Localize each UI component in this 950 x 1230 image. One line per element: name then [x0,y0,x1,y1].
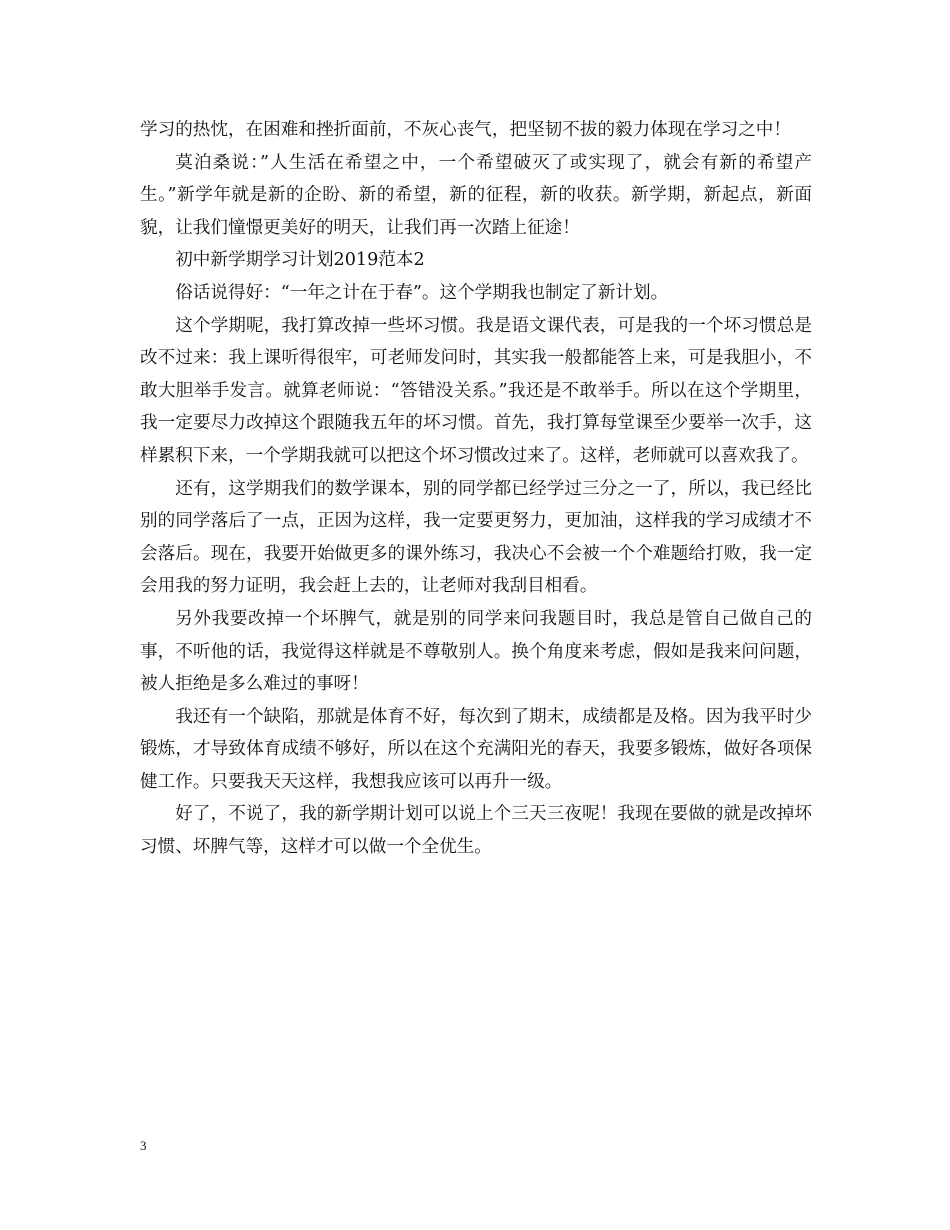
paragraph: 好了，不说了，我的新学期计划可以说上个三天三夜呢！我现在要做的就是改掉坏习惯、坏脾气等，这样才可以做一个全优生。 [140,804,812,858]
paragraph: 这个学期呢，我打算改掉一些坏习惯。我是语文课代表，可是我的一个坏习惯总是改不过来：我上课听得很牢，可老师发问时，其实我一般都能答上来，可是我胆小，不敢大胆举手发言。就算老师说：“答错没关系。”我还是不敢举手。所以在这个学期里，我一定要尽力改掉这个跟随我五年的坏习惯。首先，我打算每堂课至少要举一次手，这样累积下来，一个学期我就可以把这个坏习惯改过来了。这样，老师就可以喜欢我了。 [140,315,812,466]
section-heading: 初中新学期学习计划2019范本2 [175,250,425,271]
paragraph: 学习的热忱，在困难和挫折面前，不灰心丧气，把坚韧不拔的毅力体现在学习之中！ [140,120,791,140]
body-text [140,114,812,864]
paragraph: 还有，这学期我们的数学课本，别的同学都已经学过三分之一了，所以，我已经比别的同学落后了一点，正因为这样，我一定要更努力，更加油，这样我的学习成绩才不会落后。现在，我要开始做更多的课外练习，我决心不会被一个个难题给打败，我一定会用我的努力证明，我会赶上去的，让老师对我刮目相看。 [140,478,812,597]
paragraph: 莫泊桑说：”人生活在希望之中，一个希望破灭了或实现了，就会有新的希望产生。”新学年就是新的企盼、新的希望，新的征程，新的收获。新学期，新起点，新面貌，让我们憧憬更美好的明天，让我们再一次踏上征途！ [140,152,812,238]
paragraph: 俗话说得好：“一年之计在于春”。这个学期我也制定了新计划。 [175,282,669,303]
paragraph: 我还有一个缺陷，那就是体育不好，每次到了期末，成绩都是及格。因为我平时少锻炼，才导致体育成绩不够好，所以在这个充满阳光的春天，我要多锻炼，做好各项保健工作。只要我天天这样，我想我应该可以再升一级。 [140,706,812,792]
paragraph: 另外我要改掉一个坏脾气，就是别的同学来问我题目时，我总是管自己做自己的事，不听他的话，我觉得这样就是不尊敬别人。换个角度来考虑，假如是我来问问题，被人拒绝是多么难过的事呀！ [140,608,812,695]
page-number: 3 [140,1138,147,1153]
